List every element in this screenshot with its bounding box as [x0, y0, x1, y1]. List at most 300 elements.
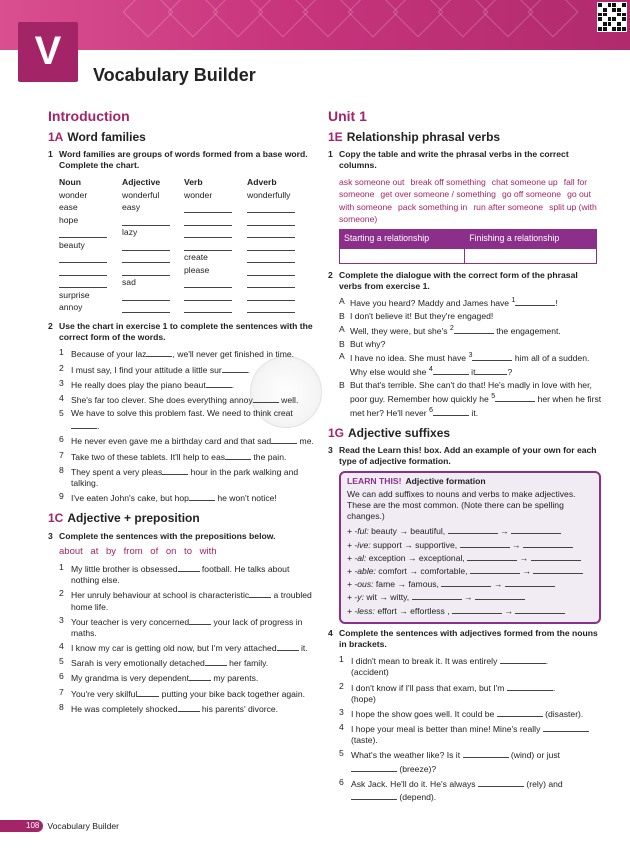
dialogue-line: [339, 311, 603, 323]
chart-row: [59, 276, 307, 289]
item-text: [71, 615, 318, 639]
answer-blank[interactable]: [515, 296, 558, 309]
answer-blank[interactable]: [247, 216, 295, 226]
item-text-part: your lack of progress in maths.: [71, 616, 303, 638]
answer-blank[interactable]: [184, 291, 232, 301]
phrasal-verb: go out with someone: [339, 189, 591, 212]
chart-row: [59, 213, 307, 226]
answer-blank[interactable]: [122, 253, 170, 263]
item-text-part: My grandma is very dependent: [71, 673, 189, 684]
item-text-part: a troubled home life.: [71, 590, 312, 612]
suffix-example: comfort → comfortable,: [378, 566, 468, 577]
exercise-item: [59, 363, 318, 376]
item-number: 2: [339, 680, 344, 691]
answer-blank[interactable]: [189, 671, 211, 681]
phrasal-verb: break off something: [410, 176, 486, 187]
page-number: 108: [0, 820, 43, 832]
suffix-row: + -al: exception → exceptional, →: [347, 551, 593, 564]
answer-blank[interactable]: [543, 722, 589, 732]
line-part: it: [468, 367, 476, 378]
item-text: [71, 450, 286, 463]
exercise-item: [339, 722, 603, 746]
chart-cell[interactable]: [122, 288, 184, 301]
page-title: Vocabulary Builder: [93, 65, 256, 85]
header-banner: [0, 0, 630, 50]
item-text-part: his parents' divorce.: [199, 703, 279, 714]
exercise-item: [59, 641, 318, 654]
word-families-chart: [59, 176, 307, 314]
chart-cell[interactable]: [247, 301, 307, 314]
exercise-item: [59, 347, 318, 360]
suffix: + -ful:: [347, 526, 369, 537]
footer-label: Vocabulary Builder: [47, 820, 120, 831]
answer-blank[interactable]: [146, 347, 172, 357]
learn-this-box: [339, 471, 601, 623]
item-text-part: Her unruly behaviour at school is characteristic: [71, 590, 250, 601]
chart-cell[interactable]: [247, 226, 307, 239]
suffix-example: fame → famous,: [375, 579, 439, 590]
chart-cell[interactable]: [59, 226, 122, 239]
gap-number: 1: [511, 296, 516, 305]
suffix: + -y:: [347, 592, 364, 603]
section-1g-heading: 1G Adjective suffixes: [328, 425, 451, 440]
answer-blank[interactable]: [189, 615, 211, 625]
answer-blank[interactable]: [184, 278, 232, 288]
answer-blank[interactable]: [247, 291, 295, 301]
exercise-item: [59, 562, 318, 586]
answer-blank[interactable]: [247, 266, 295, 276]
chart-row: [59, 201, 307, 214]
suffix: + -ous:: [347, 579, 374, 590]
item-text: [71, 347, 294, 360]
exercise-1-instruction: 1 Copy the table and write the phrasal verbs in the correct columns.: [328, 149, 569, 171]
line-part: Well, they were, but she's: [350, 325, 450, 336]
item-text: [71, 656, 268, 669]
answer-blank[interactable]: [351, 762, 397, 772]
chart-cell: please: [184, 264, 210, 275]
suffix-row: + -ous: fame → famous, →: [347, 577, 593, 590]
item-number: 5: [339, 748, 344, 759]
chart-cell[interactable]: [122, 251, 184, 264]
answer-blank[interactable]: [500, 654, 549, 667]
phrasal-verb: run after someone: [473, 201, 544, 212]
chart-cell[interactable]: [122, 263, 184, 276]
item-number: 7: [59, 449, 64, 460]
exercise-item: [59, 687, 318, 700]
item-text: [71, 702, 278, 715]
item-text-part: He really does play the piano beaut: [71, 379, 206, 390]
answer-blank[interactable]: [59, 278, 107, 288]
chart-cell[interactable]: [247, 263, 307, 276]
item-number: 1: [339, 654, 344, 665]
chart-cell: sad: [122, 277, 136, 288]
item-text-part: (hope): [351, 693, 376, 704]
chart-row: [59, 238, 307, 251]
answer-blank[interactable]: [515, 604, 565, 614]
line-part: But that's terrible. She can't do that! He's madly in love with her, poor guy. Remember how quickly he: [350, 380, 592, 405]
answer-blank[interactable]: [59, 253, 107, 263]
chart-cell[interactable]: [184, 288, 247, 301]
answer-blank[interactable]: [433, 365, 469, 375]
answer-blank[interactable]: [184, 241, 232, 251]
item-text-part: Your teacher is very concerned: [71, 616, 190, 627]
answer-blank[interactable]: [277, 641, 299, 651]
item-text-part: Sarah is very emotionally detached: [71, 658, 205, 669]
answer-blank[interactable]: [441, 577, 491, 587]
suffix: + -al:: [347, 552, 367, 563]
phrasal-verbs-list: [339, 176, 603, 226]
chart-cell: wonder: [184, 189, 213, 200]
chart-cell[interactable]: [184, 213, 247, 226]
line-part: I have no idea. She must have: [350, 353, 469, 364]
speaker: A: [339, 296, 345, 307]
exercise-item: [59, 434, 318, 447]
item-number: 1: [59, 347, 64, 358]
answer-blank[interactable]: [178, 562, 200, 572]
answer-blank[interactable]: [222, 363, 251, 375]
answer-blank[interactable]: [531, 551, 581, 561]
answer-blank[interactable]: [351, 790, 397, 800]
answer-blank[interactable]: [178, 702, 200, 712]
gap-number: 3: [468, 351, 473, 360]
item-number: 4: [59, 641, 64, 652]
item-text-part: .: [97, 421, 100, 432]
item-number: 7: [59, 686, 64, 697]
speaker: B: [339, 310, 345, 321]
answer-blank[interactable]: [507, 681, 556, 693]
suffix-example: wit → witty,: [366, 592, 410, 603]
suffix-example: beauty → beautiful,: [371, 526, 446, 537]
exercise-item: [59, 671, 318, 684]
dialogue-line: [339, 324, 603, 338]
item-text-part: We have to solve this problem fast. We need to think creat: [71, 408, 293, 419]
chart-row: [59, 188, 307, 201]
section-1e-heading: 1E Relationship phrasal verbs: [328, 129, 501, 144]
line-part: it.: [469, 407, 479, 418]
item-text-part: She's far too clever. She does everything annoy: [71, 394, 253, 405]
item-text-part: (accident): [351, 667, 389, 678]
answer-blank[interactable]: [454, 324, 494, 334]
exercise-item: [59, 465, 318, 489]
line-text: [350, 296, 558, 310]
answer-blank[interactable]: [467, 551, 517, 561]
item-text: [71, 378, 234, 391]
item-number: 9: [59, 491, 64, 502]
right-column: [328, 108, 603, 805]
answer-blank[interactable]: [247, 228, 295, 238]
table-cell[interactable]: [465, 248, 597, 263]
chart-cell[interactable]: [59, 263, 122, 276]
item-text-part: .: [231, 379, 235, 390]
answer-blank[interactable]: [505, 577, 555, 587]
answer-blank[interactable]: [247, 278, 295, 288]
gap-number: 5: [491, 392, 496, 401]
speaker: B: [339, 338, 345, 349]
answer-blank[interactable]: [225, 450, 251, 460]
line-part: him all of a sudden. Why else would she: [350, 353, 590, 378]
answer-blank[interactable]: [475, 590, 525, 600]
item-text: [351, 654, 548, 678]
item-text: [71, 588, 318, 612]
chart-cell[interactable]: [247, 251, 307, 264]
item-text-part: I hope the show goes well. It could be: [351, 708, 495, 719]
item-text: [71, 562, 318, 586]
phrasal-verb: get over someone / something: [380, 189, 496, 200]
answer-blank[interactable]: [472, 351, 512, 361]
exercise-3-instruction: 3 Complete the sentences with the prepositions below.: [48, 530, 276, 541]
item-number: 6: [59, 671, 64, 682]
answer-blank[interactable]: [137, 687, 159, 697]
exercise-item: [59, 491, 318, 504]
item-text-part: He was completely shocked: [71, 703, 178, 714]
chart-cell[interactable]: [247, 276, 307, 289]
exercise-3-instruction: 3 Read the Learn this! box. Add an example of your own for each type of adjective formation.: [328, 445, 597, 467]
chart-cell[interactable]: [59, 251, 122, 264]
answer-blank[interactable]: [433, 406, 469, 416]
exercise-1-instruction: 1 Word families are groups of words formed from a base word. Complete the chart.: [48, 149, 308, 171]
gap-number: 6: [429, 406, 434, 415]
answer-blank[interactable]: [184, 216, 232, 226]
item-number: 3: [59, 614, 64, 625]
item-number: 8: [59, 464, 64, 475]
chart-cell[interactable]: [184, 201, 247, 214]
exercise-item: [59, 588, 318, 612]
line-part: ?: [507, 367, 513, 378]
answer-blank[interactable]: [59, 228, 107, 238]
section-1c-heading: 1C Adjective + preposition: [48, 511, 200, 526]
introduction-heading: Introduction: [48, 108, 130, 124]
item-text-part: You're very skilful: [71, 688, 138, 699]
suffix-row: + -less: effort → effortless , →: [347, 604, 593, 617]
answer-blank[interactable]: [271, 434, 297, 444]
answer-blank[interactable]: [475, 365, 507, 375]
exercise-4-instruction: 4 Complete the sentences with adjectives formed from the nouns in brackets.: [328, 627, 598, 650]
item-text-part: it.: [298, 643, 308, 654]
dialogue: [328, 296, 603, 420]
item-text-part: (disaster).: [542, 708, 584, 719]
item-number: 3: [59, 377, 64, 388]
answer-blank[interactable]: [59, 266, 107, 276]
answer-blank[interactable]: [71, 419, 100, 432]
left-column: [48, 108, 318, 717]
answer-blank[interactable]: [247, 303, 295, 313]
item-text: [71, 465, 318, 489]
item-text-part: the pain.: [251, 451, 287, 462]
chart-cell[interactable]: [184, 226, 247, 239]
learn-this-intro: We can add suffixes to nouns and verbs to make adjectives. These are the most common. (Note there can be spelling changes.): [347, 489, 576, 522]
section-1a-heading: 1A Word families: [48, 129, 146, 144]
answer-blank[interactable]: [184, 228, 232, 238]
chart-cell[interactable]: [122, 301, 184, 314]
item-text: [71, 671, 258, 684]
chart-cell[interactable]: [184, 276, 247, 289]
item-text: [71, 687, 305, 700]
answer-blank[interactable]: [189, 491, 215, 501]
phrasal-verb: go off someone: [501, 189, 562, 200]
item-text-part: me.: [297, 436, 314, 447]
item-text-part: (rely) and: [523, 778, 563, 789]
chart-cell: hope: [59, 214, 79, 225]
item-text-part: I know my car is getting old now, but I'm very attached: [71, 643, 277, 654]
chart-row: [59, 226, 307, 239]
chart-cell: wonderful: [122, 189, 160, 200]
item-text-part: I hope your meal is better than mine! Mine's really: [351, 724, 541, 735]
answer-blank[interactable]: [495, 392, 535, 402]
table-cell[interactable]: [340, 248, 465, 263]
chart-cell[interactable]: [247, 213, 307, 226]
exercise-item: [339, 654, 603, 678]
item-text: [71, 434, 314, 447]
answer-blank[interactable]: [206, 378, 235, 390]
chart-cell: surprise: [59, 289, 90, 300]
item-text: [71, 641, 308, 654]
answer-blank[interactable]: [523, 538, 573, 548]
item-text-part: Ask Jack. He'll do it. He's always: [351, 778, 476, 789]
chart-cell[interactable]: [184, 301, 247, 314]
answer-blank[interactable]: [122, 241, 170, 251]
answer-blank[interactable]: [452, 604, 502, 614]
preposition-list: about at by from of on to with: [59, 545, 217, 557]
item-text-part: (breeze)?: [399, 763, 437, 774]
learn-this-title: LEARN THIS! Adjective formation: [347, 476, 486, 487]
item-text: [351, 707, 583, 720]
answer-blank[interactable]: [463, 748, 509, 758]
item-text-part: My little brother is obsessed: [71, 564, 178, 575]
item-text-part: (depend).: [399, 791, 437, 802]
item-text: [351, 748, 560, 774]
item-text-part: , we'll never get finished in time.: [172, 349, 295, 360]
answer-blank[interactable]: [122, 303, 170, 313]
answer-blank[interactable]: [511, 524, 561, 534]
item-text-part: (wind) or just: [508, 750, 561, 761]
suffix-example: effort → effortless ,: [377, 605, 450, 616]
line-text: [350, 311, 493, 323]
chart-row: [59, 301, 307, 314]
chart-row: [59, 288, 307, 301]
item-text: [71, 363, 250, 376]
answer-blank[interactable]: [533, 564, 583, 574]
exercise-item: [59, 656, 318, 669]
exercise-item: [339, 681, 603, 705]
exercise-item: [59, 450, 318, 463]
exercise-2-list: [48, 347, 318, 504]
exercise-item: [59, 702, 318, 715]
line-part: I don't believe it! But they're engaged!: [350, 310, 494, 321]
chart-cell[interactable]: [122, 213, 184, 226]
answer-blank[interactable]: [249, 588, 271, 598]
dialogue-line: [339, 339, 603, 351]
answer-blank[interactable]: [470, 564, 520, 574]
answer-blank[interactable]: [184, 203, 232, 213]
suffix: + -less:: [347, 605, 375, 616]
gap-number: 2: [449, 323, 454, 332]
answer-blank[interactable]: [122, 216, 170, 226]
answer-blank[interactable]: [122, 291, 170, 301]
unit-letter-badge: V: [18, 22, 78, 82]
item-text-part: hour in the park walking and talking.: [71, 466, 299, 488]
item-number: 2: [59, 588, 64, 599]
chart-cell[interactable]: [247, 201, 307, 214]
exercise-2-instruction: 2 Complete the dialogue with the correct form of the phrasal verbs from exercise 1.: [328, 269, 578, 291]
exercise-item: [339, 777, 603, 803]
item-text-part: he won't notice!: [214, 493, 277, 504]
phrasal-verb: chat someone up: [491, 176, 558, 187]
answer-blank[interactable]: [253, 393, 279, 403]
chart-header: Adjective: [122, 177, 161, 188]
exercise-item: [59, 408, 318, 432]
suffix-example: support → supportive,: [373, 539, 458, 550]
item-text-part: I must say, I find your attitude a little sur: [71, 364, 222, 375]
suffix-row: + -ful: beauty → beautiful, →: [347, 524, 593, 537]
item-text: [71, 408, 318, 432]
item-text-part: He never even gave me a birthday card and that sad: [71, 436, 272, 447]
phrasal-verb: pack something in: [398, 201, 468, 212]
answer-blank[interactable]: [184, 303, 232, 313]
suffix-example: exception → exceptional,: [368, 552, 465, 563]
answer-blank[interactable]: [205, 656, 227, 666]
answer-blank[interactable]: [247, 241, 295, 251]
answer-blank[interactable]: [162, 465, 188, 475]
item-number: 5: [59, 656, 64, 667]
chart-cell[interactable]: [247, 288, 307, 301]
chart-cell: wonder: [59, 189, 88, 200]
gap-number: 4: [428, 365, 433, 374]
exercise-item: [59, 615, 318, 639]
suffix-row: + -able: comfort → comfortable, →: [347, 564, 593, 577]
answer-blank[interactable]: [412, 590, 462, 600]
line-part: !: [555, 298, 558, 309]
chart-cell[interactable]: [184, 238, 247, 251]
answer-blank[interactable]: [122, 266, 170, 276]
item-number: 1: [59, 562, 64, 573]
answer-blank[interactable]: [247, 253, 295, 263]
item-text-part: putting your bike back together again.: [159, 688, 306, 699]
item-text-part: my parents.: [211, 673, 259, 684]
chart-cell[interactable]: [59, 276, 122, 289]
chart-header-row: [59, 176, 307, 189]
unit-1-heading: Unit 1: [328, 108, 367, 124]
item-text-part: well.: [278, 394, 299, 405]
item-text-part: football. He talks about nothing else.: [71, 564, 290, 586]
answer-blank[interactable]: [478, 777, 524, 787]
answer-blank[interactable]: [448, 524, 498, 534]
item-number: 4: [339, 722, 344, 733]
chart-row: [59, 263, 307, 276]
item-text-part: Because of your laz: [71, 349, 147, 360]
line-part: Have you heard? Maddy and James have: [350, 298, 512, 309]
answer-blank[interactable]: [460, 538, 510, 548]
item-number: 6: [59, 434, 64, 445]
chart-cell: lazy: [122, 227, 138, 238]
item-number: 5: [59, 408, 64, 419]
chart-cell[interactable]: [122, 238, 184, 251]
line-part: the engagement.: [493, 325, 561, 336]
phrasal-verb: fall for someone: [339, 176, 588, 200]
chart-cell[interactable]: [247, 238, 307, 251]
chart-row: [59, 251, 307, 264]
answer-blank[interactable]: [497, 707, 543, 717]
exercise-item: [59, 378, 318, 391]
answer-blank[interactable]: [247, 203, 295, 213]
item-number: 8: [59, 701, 64, 712]
phrasal-verb: split up (with someone): [339, 201, 597, 224]
chart-header: Noun: [59, 177, 81, 188]
chart-header: Verb: [184, 177, 203, 188]
dialogue-line: [339, 351, 603, 379]
qr-code: [597, 2, 627, 32]
chart-cell: create: [184, 252, 208, 263]
phrasal-verb: ask someone out: [339, 176, 405, 187]
